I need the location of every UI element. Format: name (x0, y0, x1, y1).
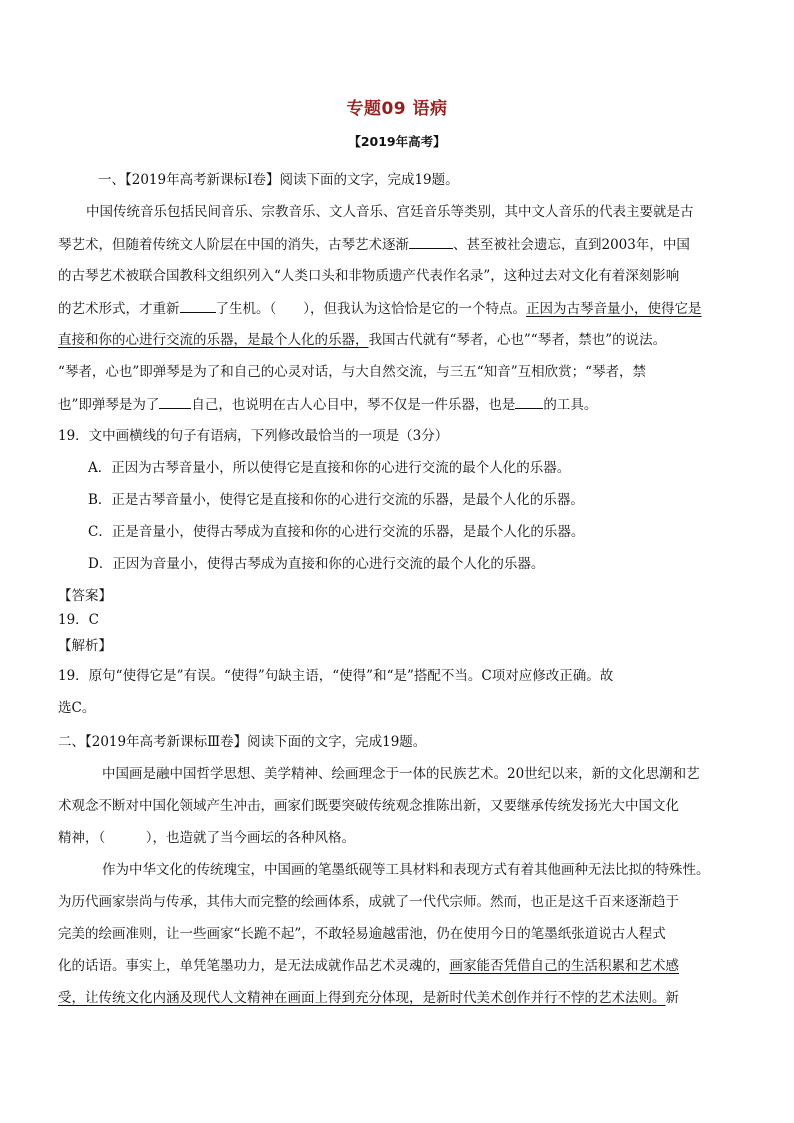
q2-passage-line: 术观念不断对中国化领域产生冲击，画家们既要突破传统观念推陈出新，又要继承传统发扬光大中国文化 (58, 798, 679, 814)
q1-text: 自己，也说明在古人心目中，琴不仅是一件乐器，也是 (191, 397, 516, 413)
section-title: 【2019年高考】 (348, 134, 446, 149)
q2-passage-line (58, 988, 679, 1008)
fill-blank (159, 394, 191, 409)
q1-text: 我国古代就有“琴者，心也”“琴者，禁也”的说法。 (368, 332, 667, 348)
q1-text: 、甚至被社会遗忘，直到2003年，中国 (453, 237, 690, 253)
q1-text: 的工具。 (543, 397, 598, 413)
underlined-sentence: 受，让传统文化内涵及现代人文精神在画面上得到充分体现，是新时代美术创作并行不悖的艺术法则。 (58, 990, 666, 1006)
option-a: A．正因为古琴音量小，所以使得它是直接和你的心进行交流的最个人化的乐器。 (88, 460, 571, 476)
q1-passage-line (58, 234, 690, 255)
underlined-sentence: 画家能否凭借自己的生活积累和艺术感 (449, 958, 679, 974)
answer-label: 【答案】 (58, 588, 112, 604)
q1-header: 一、【2019年高考新课标Ⅰ卷】阅读下面的文字，完成19题。 (98, 172, 459, 188)
q2-passage-line: 精神，（ ），也造就了当今画坛的各种风格。 (58, 830, 355, 846)
analysis-text: 选C。 (58, 700, 96, 716)
q2-passage-line: 中国画是融中国哲学思想、美学精神、绘画理念于一体的民族艺术。20世纪以来，新的文化思潮和艺 (102, 766, 700, 782)
q1-passage-line (58, 394, 597, 415)
question-19: 19．文中画横线的句子有语病，下列修改最恰当的一项是（3分） (58, 428, 449, 444)
fill-blank (180, 298, 216, 313)
underlined-sentence: 直接和你的心进行交流的乐器，是最个人化的乐器， (58, 332, 369, 348)
q2-passage-line: 作为中华文化的传统瑰宝，中国画的笔墨纸砚等工具材料和表现方式有着其他画种无法比拟的特殊性。 (102, 862, 710, 878)
q1-passage-line (58, 298, 702, 319)
fill-blank (409, 234, 453, 249)
q2-header: 二、【2019年高考新课标Ⅲ卷】阅读下面的文字，完成19题。 (58, 734, 427, 750)
option-d: D．正因为音量小，使得古琴成为直接和你的心进行交流的最个人化的乐器。 (88, 556, 545, 572)
q2-text: 新 (665, 990, 679, 1006)
q1-passage-line (58, 330, 666, 350)
analysis-label: 【解析】 (58, 638, 112, 654)
q2-text: 化的话语。事实上，单凭笔墨功力，是无法成就作品艺术灵魂的， (58, 958, 450, 974)
q2-passage-line: 完美的绘画准则，让一些画家“长跪不起”，不敢轻易逾越雷池，仍在使用今日的笔墨纸张道说古人程式 (58, 926, 666, 942)
option-b: B．正是古琴音量小，使得它是直接和你的心进行交流的乐器，是最个人化的乐器。 (88, 492, 584, 508)
q1-passage-line: 中国传统音乐包括民间音乐、宗教音乐、文人音乐、宫廷音乐等类别，其中文人音乐的代表主要就是古 (86, 204, 694, 220)
fill-blank (515, 394, 543, 409)
page-title: 专题09 语病 (346, 99, 448, 119)
analysis-text: 19．原句“使得它是”有误。“使得”句缺主语，“使得”和“是”搭配不当。C项对应修改正确。故 (58, 668, 614, 684)
q1-text: 也”即弹琴是为了 (58, 397, 160, 413)
q1-passage-line: 的古琴艺术被联合国教科文组织列入“人类口头和非物质遗产代表作名录”，这种过去对文化有着深刻影响 (58, 268, 680, 284)
underlined-sentence: 正因为古琴音量小，使得它是 (526, 301, 702, 317)
q1-text: 琴艺术，但随着传统文人阶层在中国的消失，古琴艺术逐渐 (58, 237, 409, 253)
option-c: C．正是音量小，使得古琴成为直接和你的心进行交流的乐器，是最个人化的乐器。 (88, 524, 585, 540)
q1-text: 了生机。（ ），但我认为这恰恰是它的一个特点。 (215, 301, 526, 317)
answer-text: 19．C (58, 612, 100, 628)
q2-passage-line: 为历代画家崇尚与传承，其伟大而完整的绘画体系，成就了一代代宗师。然而，也正是这千百来逐渐趋于 (58, 894, 679, 910)
q1-text: 的艺术形式，才重新 (58, 301, 180, 317)
q2-passage-line (58, 956, 679, 976)
q1-passage-line: “琴者，心也”即弹琴是为了和自己的心灵对话，与大自然交流，与三五“知音”互相欣赏；“琴者，禁 (58, 364, 647, 380)
